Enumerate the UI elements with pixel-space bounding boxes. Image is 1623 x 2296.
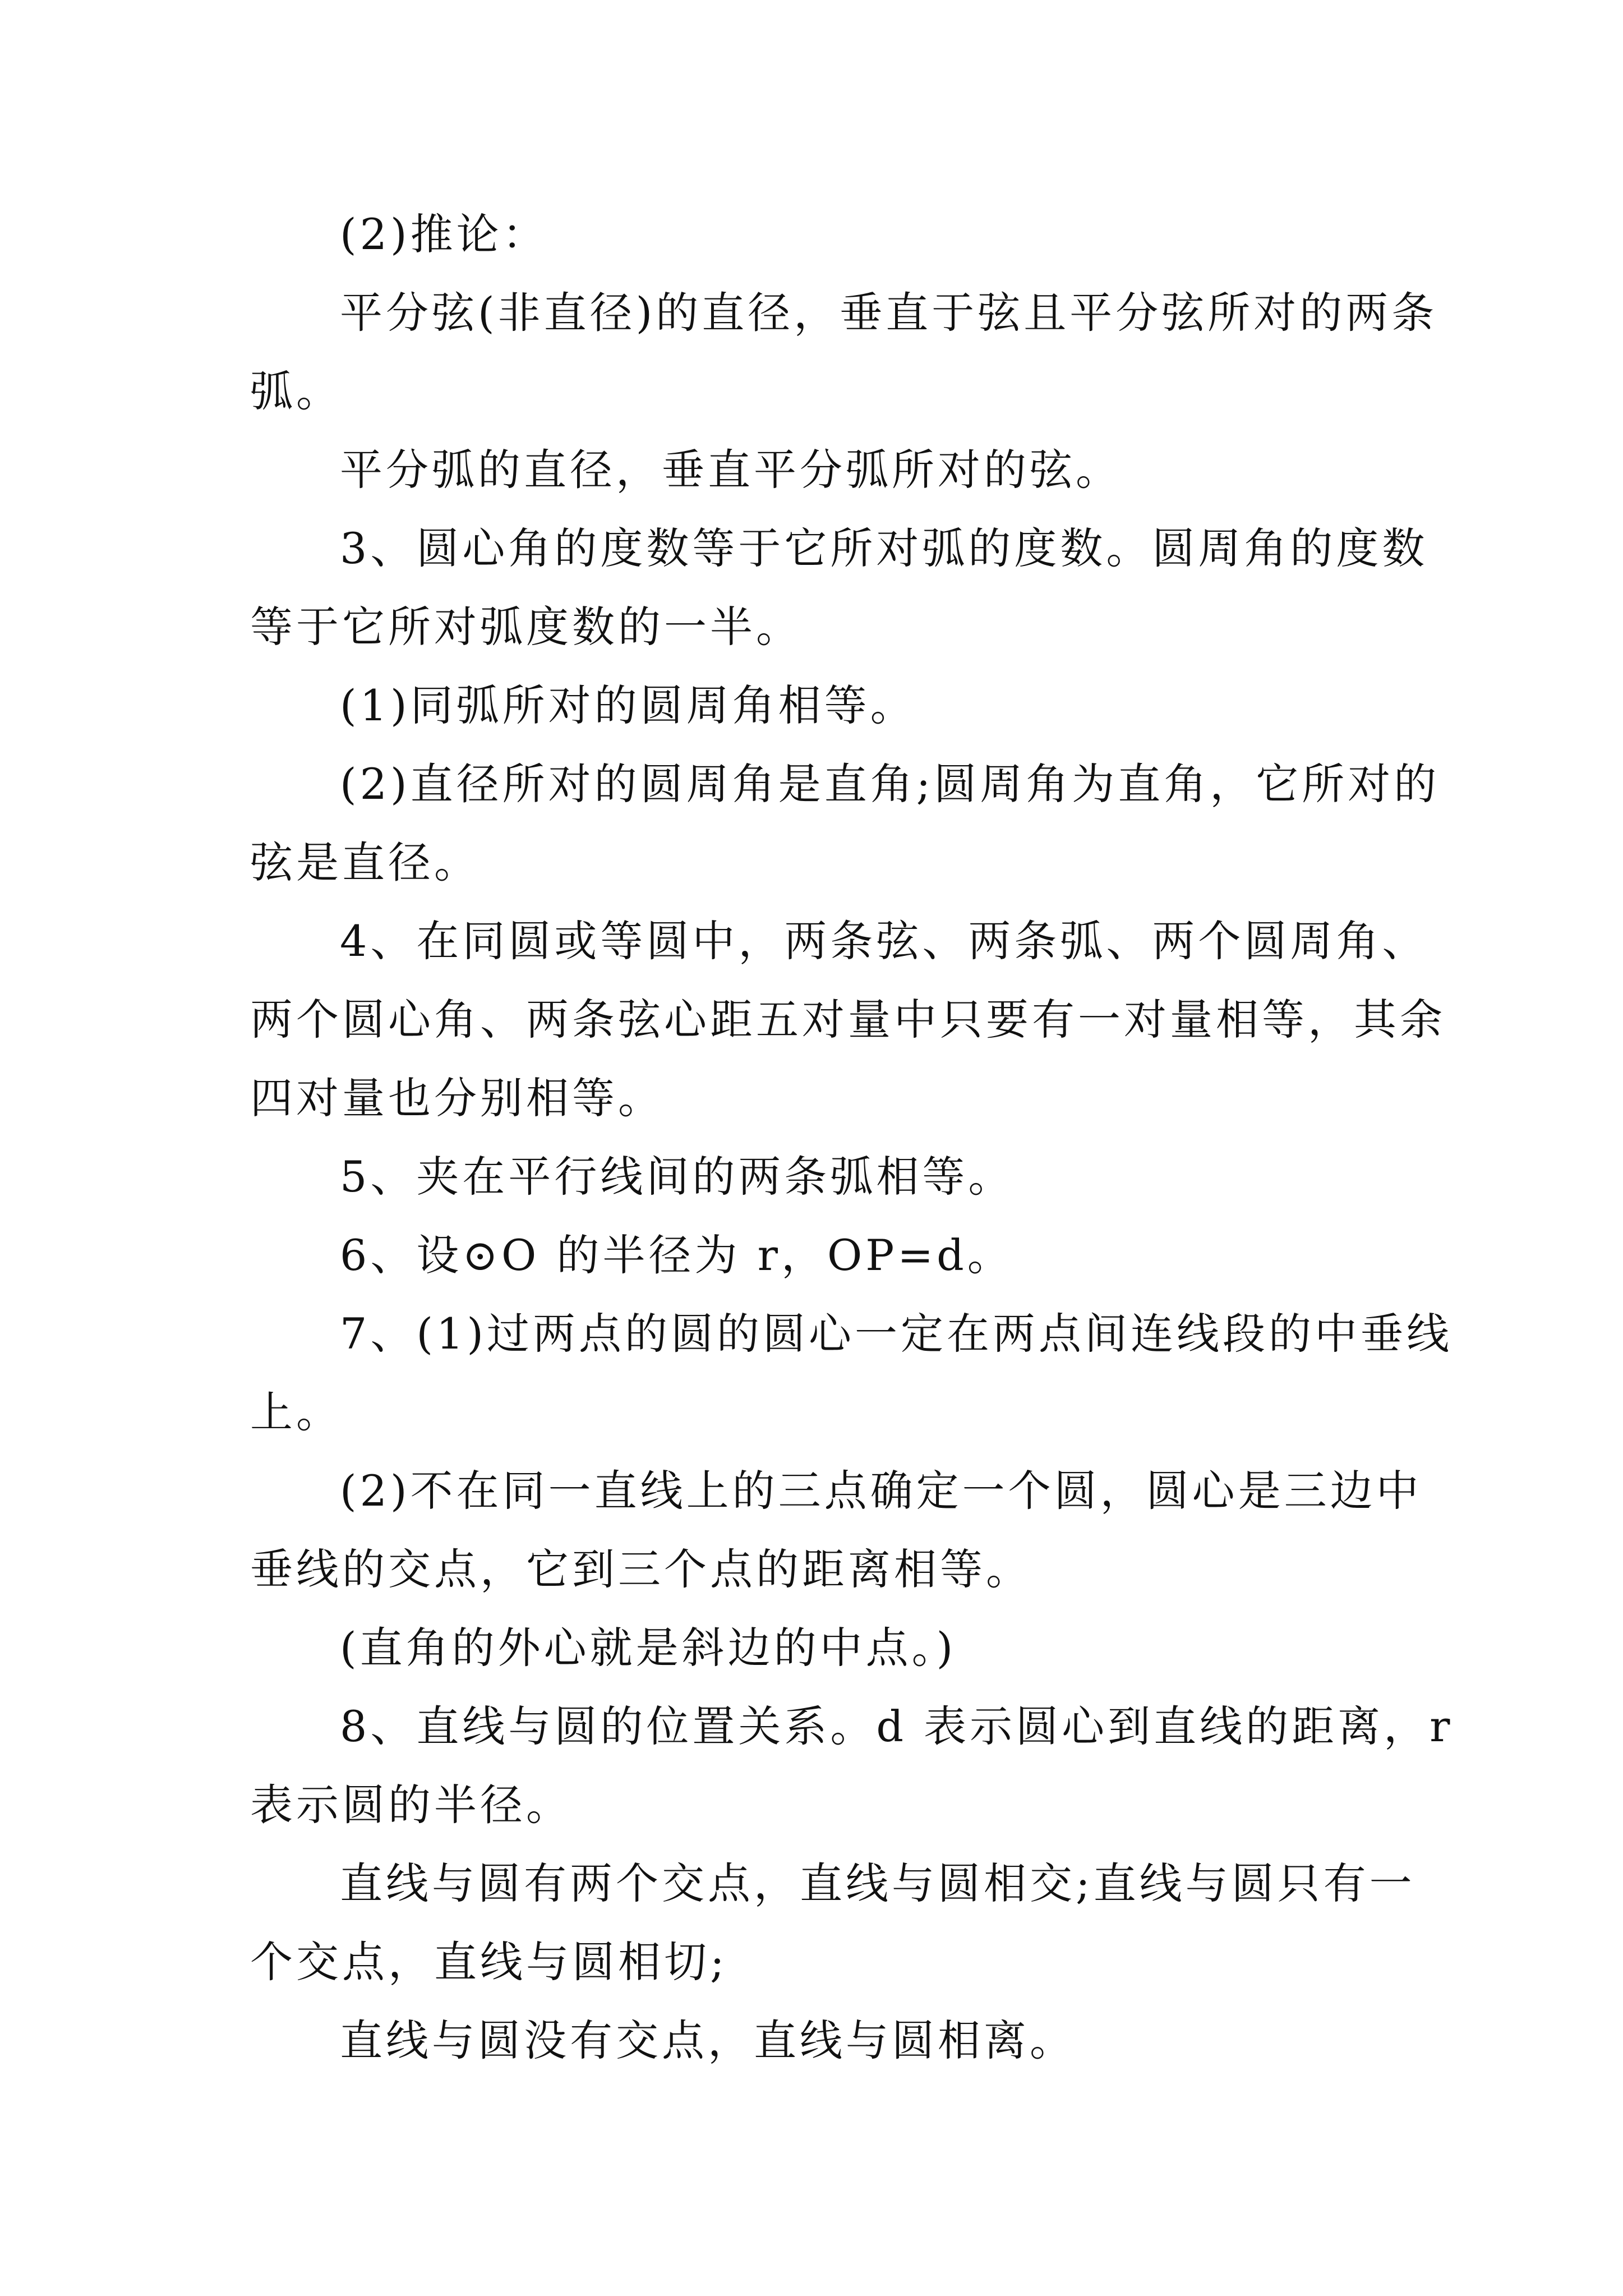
paragraph-item-7-2 [250,1452,1422,1609]
paragraph-item-4 [250,902,1446,1138]
paragraph-circumcenter-note [250,1609,1383,1687]
text-line: 两个圆心角、两条弦心距五对量中只要有一对量相等，其余 [250,995,1446,1045]
text-line: 直线与圆有两个交点，直线与圆相交;直线与圆只有一 [340,1858,1415,1908]
paragraph-bisect-arc [250,431,1383,509]
text-line: 5、夹在平行线间的两条弧相等。 [340,1152,1015,1202]
text-line: 6、设⊙O 的半径为 r，OP=d。 [340,1230,1013,1280]
text-line: (1)同弧所对的圆周角相等。 [340,680,916,730]
document-body [250,195,1454,2080]
text-line: 垂线的交点，它到三个点的距离相等。 [250,1544,1032,1594]
paragraph-item-3-1 [250,666,1383,745]
text-line: 7、(1)过两点的圆的圆心一定在两点间连线段的中垂线 [340,1309,1453,1359]
text-line: 等于它所对弧度数的一半。 [250,602,802,652]
text-line: 表示圆的半径。 [250,1780,572,1830]
text-line: (2)直径所对的圆周角是直角;圆周角为直角，它所对的 [340,759,1440,809]
text-line: 3、圆心角的度数等于它所对弧的度数。圆周角的度数 [340,523,1428,573]
text-line: 个交点，直线与圆相切; [250,1937,728,1987]
paragraph-inference-heading [250,195,1383,274]
text-line: (直角的外心就是斜边的中点。) [340,1623,957,1673]
text-line: 四对量也分别相等。 [250,1073,664,1123]
text-line: (2)推论： [340,209,548,259]
paragraph-intersect-tangent [250,1844,1415,2001]
text-line: 上。 [250,1387,342,1437]
paragraph-item-3-2 [250,745,1440,902]
text-line: 4、在同圆或等圆中，两条弦、两条弧、两个圆周角、 [340,916,1428,966]
paragraph-bisect-chord [250,274,1438,431]
text-line: 弦是直径。 [250,838,480,887]
text-line: 8、直线与圆的位置关系。d 表示圆心到直线的距离，r [340,1701,1454,1751]
paragraph-item-8 [250,1687,1454,1844]
paragraph-item-5 [250,1138,1383,1216]
text-line: 平分弧的直径，垂直平分弧所对的弦。 [340,445,1122,495]
paragraph-item-7-1 [250,1295,1453,1452]
text-line: 平分弦(非直径)的直径，垂直于弦且平分弦所对的两条 [340,288,1438,338]
text-line: (2)不在同一直线上的三点确定一个圆，圆心是三边中 [340,1466,1422,1516]
paragraph-separate [250,2001,1383,2080]
paragraph-item-6 [250,1216,1383,1295]
paragraph-item-3 [250,509,1428,666]
text-line: 弧。 [250,366,342,416]
text-line: 直线与圆没有交点，直线与圆相离。 [340,2016,1076,2065]
